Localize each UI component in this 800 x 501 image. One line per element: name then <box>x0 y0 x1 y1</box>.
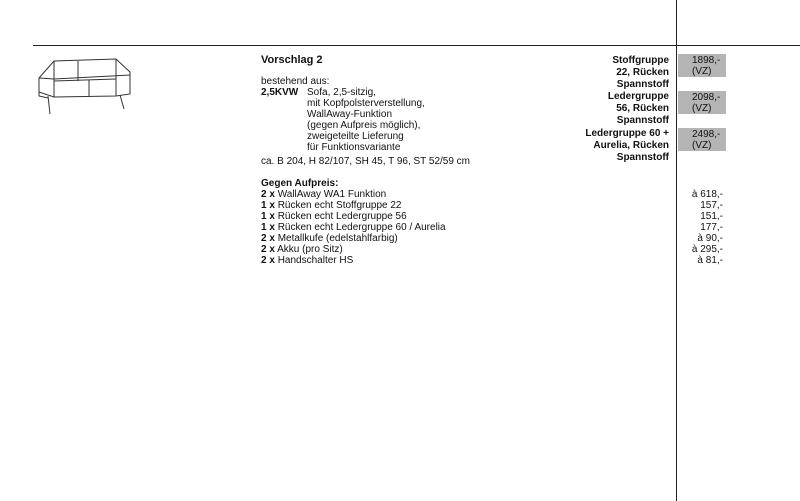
description-line: (gegen Aufpreis möglich), <box>307 120 421 131</box>
price-note: (VZ) <box>692 66 712 77</box>
sofa-illustration <box>34 52 134 118</box>
extra-price: à 90,- <box>697 233 723 244</box>
extra-item: 2 x WallAway WA1 Funktion <box>261 189 387 200</box>
extra-item: 2 x Handschalter HS <box>261 255 354 266</box>
description-line: zweigeteilte Lieferung <box>307 131 404 142</box>
price-group-label: Stoffgruppe 22, Rücken Spannstoff <box>612 55 669 90</box>
price-value: 2098,- <box>692 92 721 103</box>
price-note: (VZ) <box>692 140 712 151</box>
extra-item: 2 x Metallkufe (edelstahlfarbig) <box>261 233 398 244</box>
proposal-title: Vorschlag 2 <box>261 54 323 66</box>
extra-item: 2 x Akku (pro Sitz) <box>261 244 343 255</box>
extra-price: 151,- <box>700 211 723 222</box>
extra-price: à 618,- <box>691 189 723 200</box>
price-group-label: Ledergruppe 56, Rücken Spannstoff <box>607 91 669 126</box>
price-note: (VZ) <box>692 103 712 114</box>
price-value: 1898,- <box>692 55 721 66</box>
extra-price: à 81,- <box>697 255 723 266</box>
price-value: 2498,- <box>692 129 721 140</box>
price-column-rule <box>676 0 677 501</box>
price-box <box>678 128 726 151</box>
consisting-of-label: bestehend aus: <box>261 76 330 87</box>
dimensions: ca. B 204, H 82/107, SH 45, T 96, ST 52/59 cm <box>261 156 471 167</box>
extra-price: à 295,- <box>691 244 723 255</box>
description-line: mit Kopfpolsterverstellung, <box>307 98 425 109</box>
price-group-label: Ledergruppe 60 + Aurelia, Rücken Spannstoff <box>585 128 669 163</box>
model-code: 2,5KVW <box>261 87 299 98</box>
extra-item: 1 x Rücken echt Stoffgruppe 22 <box>261 200 402 211</box>
extras-heading: Gegen Aufpreis: <box>261 178 339 189</box>
price-box <box>678 91 726 114</box>
extra-price: 177,- <box>700 222 723 233</box>
description-line: für Funktionsvariante <box>307 142 401 153</box>
header-rule <box>33 45 800 46</box>
description-line: Sofa, 2,5-sitzig, <box>307 87 376 98</box>
description-line: WallAway-Funktion <box>307 109 393 120</box>
extra-item: 1 x Rücken echt Ledergruppe 56 <box>261 211 407 222</box>
price-box <box>678 54 726 77</box>
extra-item: 1 x Rücken echt Ledergruppe 60 / Aurelia <box>261 222 446 233</box>
extra-price: 157,- <box>700 200 723 211</box>
